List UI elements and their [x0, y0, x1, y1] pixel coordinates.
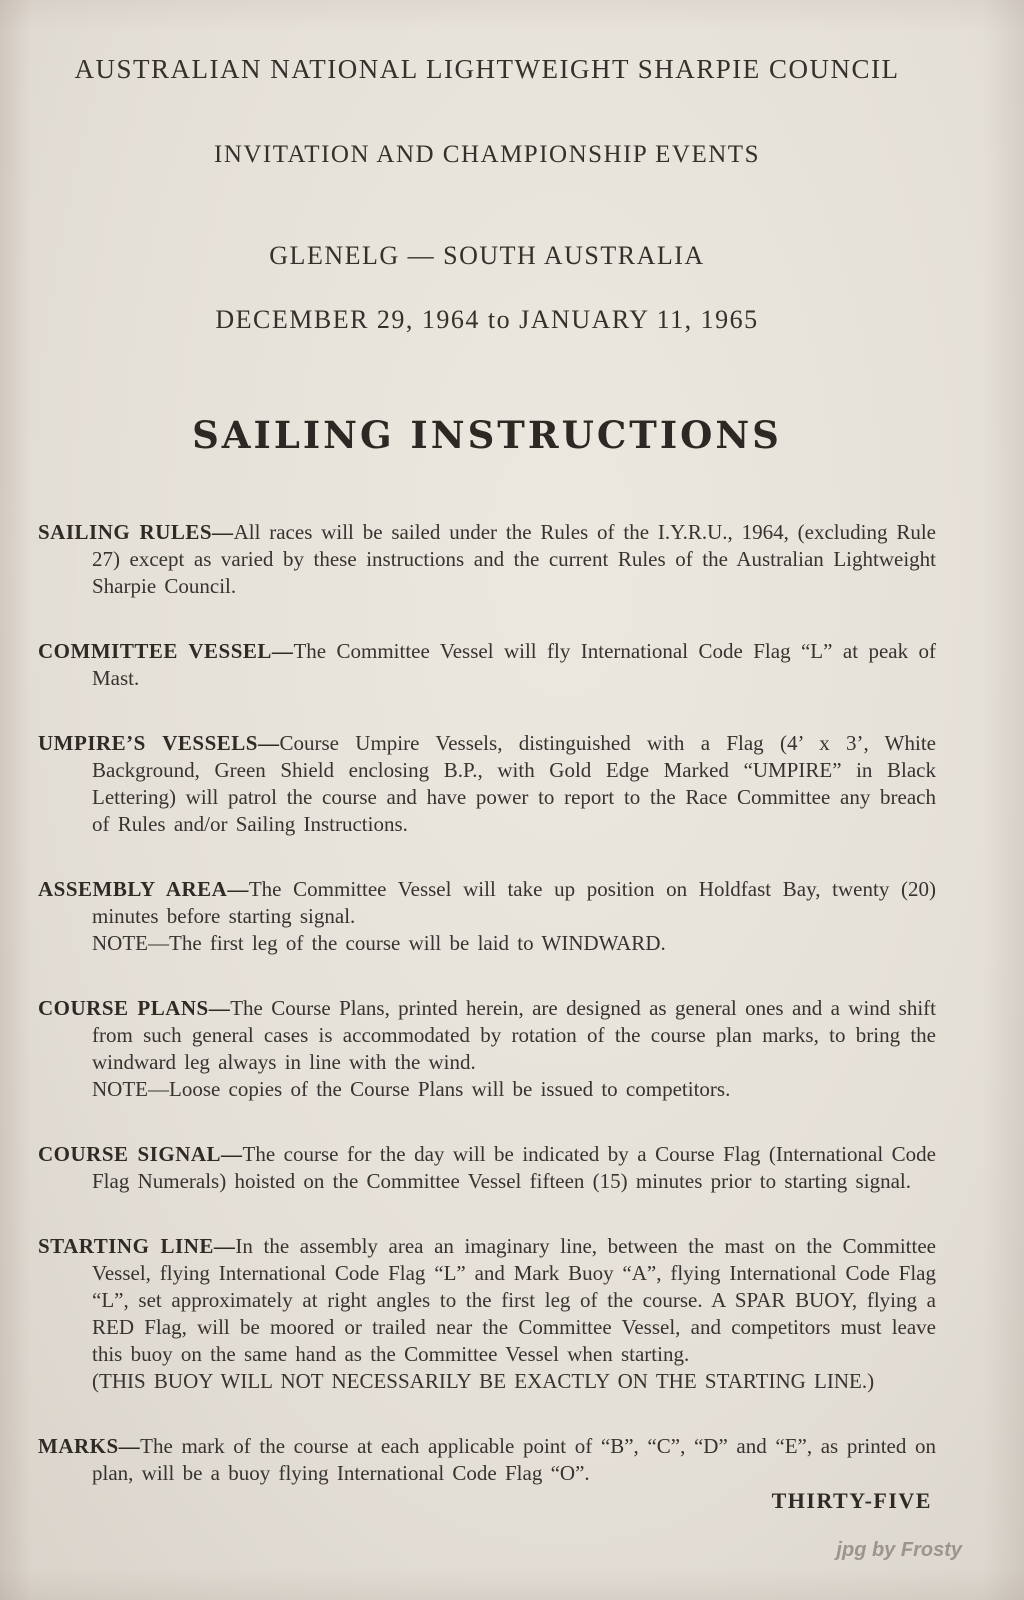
section-label: COMMITTEE VESSEL—	[38, 639, 294, 663]
section-text: The mark of the course at each applicable point of “B”, “C”, “D” and “E”, as printed on plan, will be a buoy flying International Code Flag “O”.	[92, 1434, 936, 1485]
section-marks	[38, 1433, 936, 1487]
section-course-signal	[38, 1141, 936, 1195]
section-label: ASSEMBLY AREA—	[38, 877, 249, 901]
page-title: SAILING INSTRUCTIONS	[192, 413, 782, 457]
section-text: All races will be sailed under the Rules of the I.Y.R.U., 1964, (excluding Rule 27) except as varied by these instructions and the current Rules of the Australian Lightweight Sharpie Council.	[92, 520, 936, 598]
section-umpires-vessels	[38, 730, 936, 838]
section-label: STARTING LINE—	[38, 1234, 236, 1258]
section-assembly-area-note: NOTE—The first leg of the course will be laid to WINDWARD.	[92, 931, 666, 955]
section-text: The Course Plans, printed herein, are designed as general ones and a wind shift from such general cases is accommodated by rotation of the course plan marks, to bring the windward leg always in line with the wind.	[92, 996, 936, 1074]
section-course-plans	[38, 995, 936, 1076]
scan-watermark: jpg by Frosty	[836, 1539, 962, 1561]
section-label: COURSE SIGNAL—	[38, 1142, 243, 1166]
section-text: In the assembly area an imaginary line, between the mast on the Committee Vessel, flying International Code Flag “L” and Mark Buoy “A”, flying International Code Flag “L”, set approximately at right angles to the first leg of the course. A SPAR BUOY, flying a RED Flag, will be moored or trailed near the Committee Vessel, and competitors must leave this buoy on the same hand as the Committee Vessel when starting.	[92, 1234, 936, 1366]
section-label: MARKS—	[38, 1434, 141, 1458]
section-starting-line	[38, 1233, 936, 1368]
page-number: THIRTY-FIVE	[771, 1488, 932, 1513]
section-text: Course Umpire Vessels, distinguished with a Flag (4’ x 3’, White Background, Green Shield enclosing B.P., with Gold Edge Marked “UMPIRE” in Black Lettering) will patrol the course and have power to report to the Race Committee any breach of Rules and/or Sailing Instructions.	[92, 731, 936, 836]
dates-heading: DECEMBER 29, 1964 to JANUARY 11, 1965	[215, 305, 759, 334]
events-heading: INVITATION AND CHAMPIONSHIP EVENTS	[214, 141, 760, 168]
section-text: The course for the day will be indicated by a Course Flag (International Code Flag Numerals) hoisted on the Committee Vessel fifteen (15) minutes prior to starting signal.	[92, 1142, 936, 1193]
section-label: UMPIRE’S VESSELS—	[38, 731, 280, 755]
section-label: COURSE PLANS—	[38, 996, 231, 1020]
council-heading: AUSTRALIAN NATIONAL LIGHTWEIGHT SHARPIE COUNCIL	[74, 54, 900, 84]
location-heading: GLENELG — SOUTH AUSTRALIA	[269, 241, 705, 270]
section-text: The Committee Vessel will fly International Code Flag “L” at peak of Mast.	[92, 639, 937, 690]
section-sailing-rules	[38, 519, 936, 600]
section-assembly-area	[38, 876, 936, 930]
section-committee-vessel	[38, 638, 936, 692]
section-starting-line-extra: (THIS BUOY WILL NOT NECESSARILY BE EXACTLY ON THE STARTING LINE.)	[92, 1369, 875, 1393]
section-course-plans-note: NOTE—Loose copies of the Course Plans will be issued to competitors.	[92, 1077, 731, 1101]
section-label: SAILING RULES—	[38, 520, 234, 544]
section-text: The Committee Vessel will take up position on Holdfast Bay, twenty (20) minutes before starting signal.	[92, 877, 936, 928]
